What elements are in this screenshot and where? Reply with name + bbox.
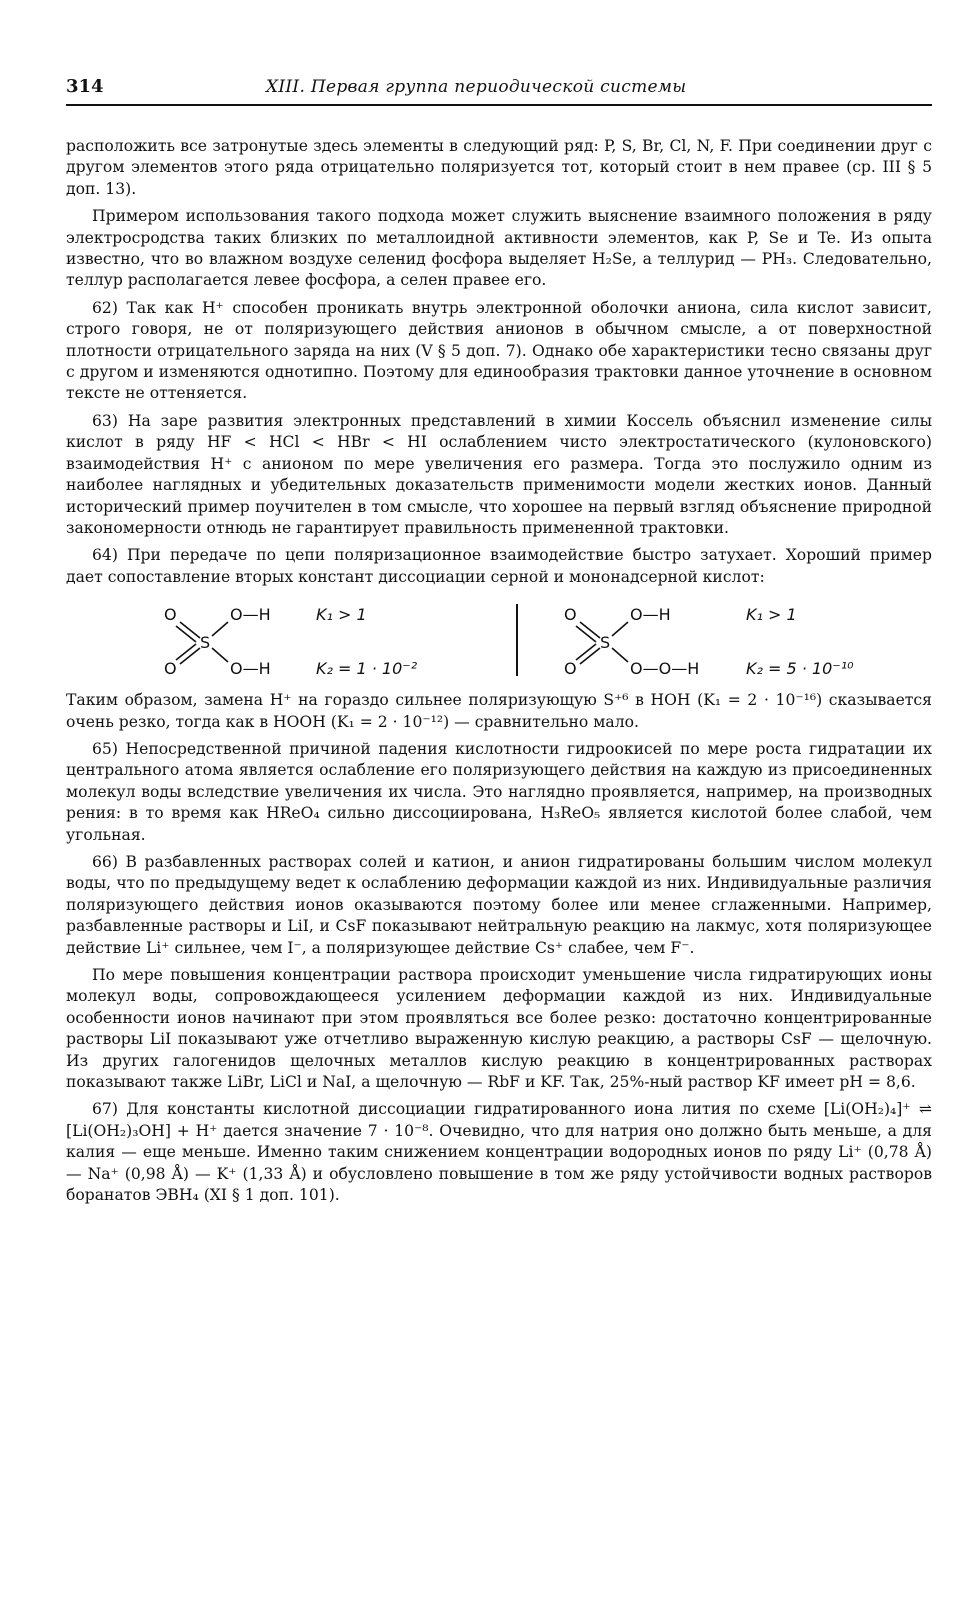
- paragraph-continuation: расположить все затронутые здесь элементы в следующий ряд: P, S, Br, Cl, N, F. При соединении друг с другом элементов этого ряда отрицательно поляризуется тот, который стоит в нем правее (ср. III § 5 доп. 13).: [66, 137, 932, 198]
- page-header: [66, 74, 932, 106]
- running-title: XIII. Первая группа периодической системы: [266, 77, 687, 97]
- paragraph-concentration: По мере повышения концентрации раствора происходит уменьшение числа гидратирующих ионы молекул воды, сопровождающееся усилением деформации каждой из них. Индивидуальные особенности ионов начинают при этом проявляться все более резко: достаточно концентрированные растворы LiI показывают уже отчетливо выраженную кислую реакцию, а растворы CsF — щелочную. Из других галогенидов щелочных металлов кислую реакцию в концентрированных растворах показывают также LiBr, LiCl и NaI, а щелочную — RbF и KF. Так, 25%-ный раствор KF имеет pH = 8,6.: [66, 966, 932, 1092]
- structure-divider: [516, 604, 518, 676]
- persulfuric-k2: K₂ = 5 · 10⁻¹⁰: [746, 659, 854, 679]
- oxo-oxygen-top: O: [164, 605, 177, 625]
- persulfuric-k1: K₁ > 1: [746, 605, 797, 625]
- acid-structures-figure: [66, 600, 932, 682]
- page-number: 314: [66, 76, 104, 97]
- note-62: 62) Так как H⁺ способен проникать внутрь электронной оболочки аниона, сила кислот зависит, строго говоря, не от поляризующего действия анионов в обычном смысле, а от поверхностной плотности отрицательного заряда на них (V § 5 доп. 7). Однако обе характеристики тесно связаны друг с другом и изменяются однотипно. Поэтому для единообразия трактовки данное уточнение в основном тексте не оттеняется.: [66, 298, 932, 403]
- note-66: 66) В разбавленных растворах солей и катион, и анион гидратированы большим числом молекул воды, что по предыдущему ведет к ослаблению деформации каждой из них. Индивидуальные различия поляризующего действия ионов оказываются поэтому более или менее сглаженными. Например, разбавленные растворы и LiI, и CsF показывают нейтральную реакцию на лакмус, хотя поляризующее действие Li⁺ сильнее, чем I⁻, а поляризующее действие Cs⁺ слабее, чем F⁻.: [66, 852, 932, 957]
- sulfuric-k1: K₁ > 1: [316, 605, 367, 625]
- hydroxyl-bottom: O—H: [230, 659, 271, 679]
- oxo-oxygen-bottom-right: O: [564, 659, 577, 679]
- note-65: 65) Непосредственной причиной падения кислотности гидроокисей по мере роста гидратации их центрального атома является ослабление его поляризующего действия на каждую из присоединенных молекул воды вследствие увеличения их числа. Это наглядно проявляется, например, на производных рения: в то время как HReO₄ сильно диссоциирована, H₃ReO₅ является кислотой более слабой, чем угольная.: [66, 739, 932, 844]
- peroxy-group: O—O—H: [630, 659, 700, 679]
- sulfur-atom: S: [200, 633, 211, 653]
- note-63: 63) На заре развития электронных представлений в химии Коссель объяснил изменение силы кислот в ряду HF < HCl < HBr < HI ослаблением чисто электростатического (кулоновского) взаимодействия H⁺ с анионом по мере увеличения его размера. Тогда это послужило одним из наиболее наглядных и убедительных доказательств применимости модели жестких ионов. Данный исторический пример поучителен в том смысле, что хорошее на первый взгляд объяснение природной закономерности отнюдь не гарантирует правильность примененной трактовки.: [66, 411, 932, 537]
- oxo-oxygen-bottom: O: [164, 659, 177, 679]
- hydroxyl-top: O—H: [230, 605, 271, 625]
- note-64: 64) При передаче по цепи поляризационное взаимодействие быстро затухает. Хороший пример дает сопоставление вторых констант диссоциации серной и мононадсерной кислот:: [66, 546, 932, 586]
- sulfur-atom-right: S: [600, 633, 611, 653]
- paragraph-conclusion: Таким образом, замена H⁺ на гораздо сильнее поляризующую S⁺⁶ в HOH (K₁ = 2 · 10⁻¹⁶) сказывается очень резко, тогда как в HOOH (K₁ = 2 · 10⁻¹²) — сравнительно мало.: [66, 691, 932, 731]
- note-67: 67) Для константы кислотной диссоциации гидратированного иона лития по схеме [Li(OH₂)₄]⁺ ⇌ [Li(OH₂)₃OH] + H⁺ дается значение 7 · 10⁻⁸. Очевидно, что для натрия оно должно быть меньше, а для калия — еще меньше. Именно таким снижением концентрации водородных ионов по ряду Li⁺ (0,78 Å) — Na⁺ (0,98 Å) — K⁺ (1,33 Å) и обусловлено повышение в том же ряду устойчивости водных растворов боранатов ЭBH₄ (XI § 1 доп. 101).: [66, 1100, 932, 1205]
- paragraph-example: Примером использования такого подхода может служить выяснение взаимного положения в ряду электросродства таких близких по металлоидной активности элементов, как P, Se и Te. Из опыта известно, что во влажном воздухе селенид фосфора выделяет H₂Se, а теллурид — PH₃. Следовательно, теллур располагается левее фосфора, а селен правее его.: [66, 207, 932, 290]
- page-body: [66, 136, 932, 1212]
- sulfuric-k2: K₂ = 1 · 10⁻²: [316, 659, 418, 679]
- hydroxyl-top-right: O—H: [630, 605, 671, 625]
- oxo-oxygen-top-right: O: [564, 605, 577, 625]
